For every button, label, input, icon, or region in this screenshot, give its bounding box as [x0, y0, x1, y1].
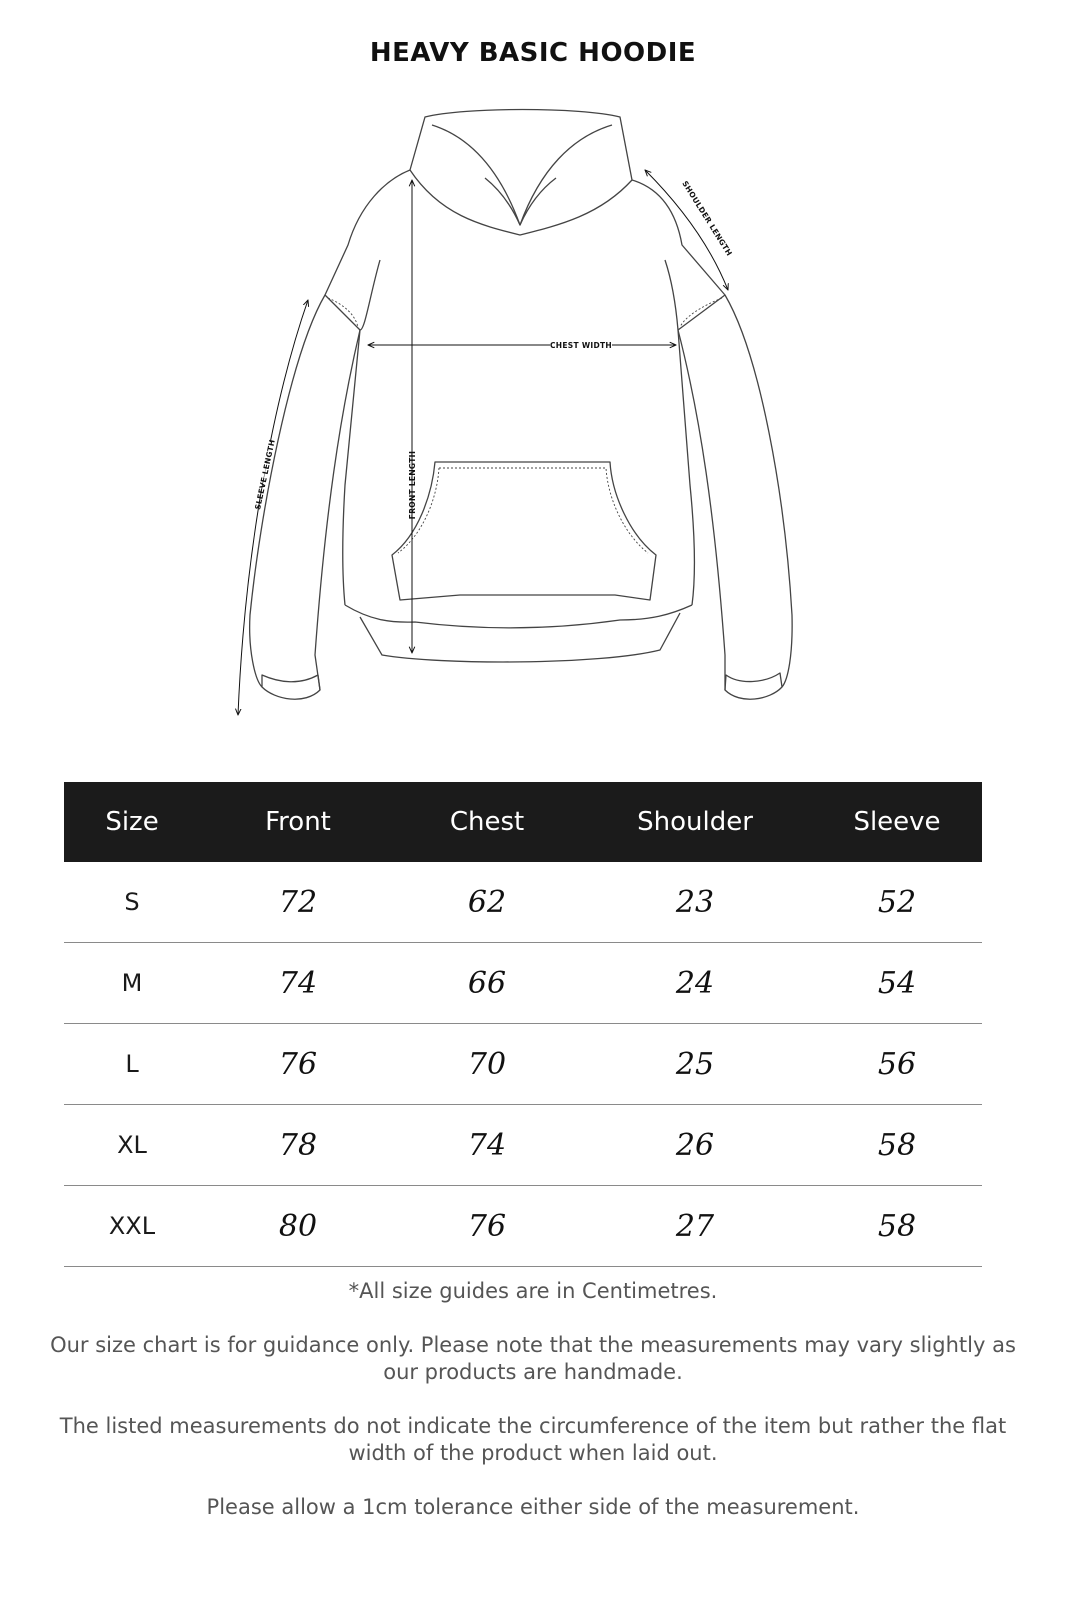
table-row [64, 1024, 982, 1105]
hoodie-diagram [220, 95, 820, 755]
header-size: Size [64, 782, 200, 862]
note-flat-width: The listed measurements do not indicate the circumference of the item but rather the flat width of the product when laid out. [59, 1414, 1007, 1465]
sleeve-length-label: SLEEVE LENGTH [253, 438, 277, 511]
shoulder-cell: 24 [578, 943, 812, 1024]
shoulder-length-label: SHOULDER LENGTH [680, 179, 734, 258]
page-title: HEAVY BASIC HOODIE [369, 38, 697, 68]
note-guidance: Our size chart is for guidance only. Please note that the measurements may vary slightly as our products are handmade. [50, 1333, 1016, 1384]
chest-cell: 70 [396, 1024, 578, 1105]
chest-width-label: CHEST WIDTH [549, 341, 613, 350]
chest-cell: 76 [396, 1186, 578, 1267]
table-row [64, 1105, 982, 1186]
front-cell: 80 [200, 1186, 396, 1267]
chest-cell: 74 [396, 1105, 578, 1186]
front-length-label: FRONT LENGTH [408, 450, 417, 520]
size-cell: L [64, 1024, 200, 1105]
front-cell: 72 [200, 862, 396, 943]
sleeve-cell: 58 [812, 1186, 982, 1267]
front-cell: 74 [200, 943, 396, 1024]
table-header-row [64, 782, 982, 862]
header-chest: Chest [396, 782, 578, 862]
note-tolerance: Please allow a 1cm tolerance either side of the measurement. [206, 1495, 860, 1519]
sleeve-cell: 52 [812, 862, 982, 943]
header-sleeve: Sleeve [812, 782, 982, 862]
front-cell: 76 [200, 1024, 396, 1105]
front-cell: 78 [200, 1105, 396, 1186]
hoodie-outline [250, 110, 792, 700]
chest-cell: 62 [396, 862, 578, 943]
shoulder-cell: 27 [578, 1186, 812, 1267]
sleeve-cell: 58 [812, 1105, 982, 1186]
header-shoulder: Shoulder [578, 782, 812, 862]
shoulder-cell: 25 [578, 1024, 812, 1105]
sleeve-cell: 54 [812, 943, 982, 1024]
size-chart-table [64, 782, 982, 1267]
chest-cell: 66 [396, 943, 578, 1024]
table-row [64, 943, 982, 1024]
sleeve-cell: 56 [812, 1024, 982, 1105]
size-cell: XL [64, 1105, 200, 1186]
size-cell: XXL [64, 1186, 200, 1267]
table-row [64, 862, 982, 943]
header-front: Front [200, 782, 396, 862]
note-units: *All size guides are in Centimetres. [348, 1279, 718, 1303]
size-cell: S [64, 862, 200, 943]
shoulder-cell: 26 [578, 1105, 812, 1186]
table-row [64, 1186, 982, 1267]
size-notes [40, 1278, 1026, 1548]
shoulder-cell: 23 [578, 862, 812, 943]
size-cell: M [64, 943, 200, 1024]
